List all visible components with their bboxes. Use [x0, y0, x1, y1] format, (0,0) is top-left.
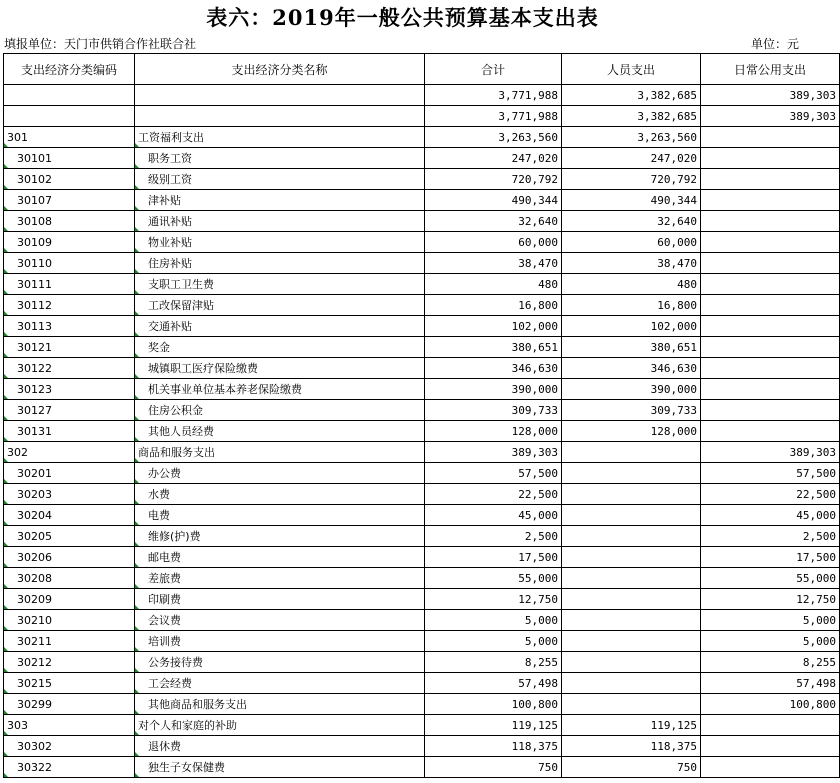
cell-code[interactable]: 30322: [4, 757, 135, 778]
cell-indicator-icon: [4, 689, 8, 693]
cell-public[interactable]: 57,500: [701, 463, 840, 484]
cell-code[interactable]: 30111: [4, 274, 135, 295]
cell-public[interactable]: [701, 421, 840, 442]
cell-public[interactable]: [701, 295, 840, 316]
cell-indicator-icon: [4, 437, 8, 441]
cell-indicator-icon: [4, 353, 8, 357]
cell-code[interactable]: 30110: [4, 253, 135, 274]
cell-code[interactable]: 30203: [4, 484, 135, 505]
cell-indicator-icon: [4, 374, 8, 378]
cell-personnel[interactable]: 128,000: [562, 421, 701, 442]
cell-indicator-icon: [135, 374, 139, 378]
cell-indicator-icon: [4, 206, 8, 210]
cell-indicator-icon: [4, 143, 8, 147]
cell-indicator-icon: [4, 227, 8, 231]
cell-personnel[interactable]: 309,733: [562, 400, 701, 421]
cell-public[interactable]: [701, 253, 840, 274]
cell-code[interactable]: 30206: [4, 547, 135, 568]
cell-indicator-icon: [135, 311, 139, 315]
cell-name[interactable]: 支职工卫生费: [135, 274, 425, 295]
cell-personnel[interactable]: [562, 631, 701, 652]
cell-name[interactable]: 独生子女保健费: [135, 757, 425, 778]
cell-total[interactable]: 346,630: [425, 358, 562, 379]
cell-public[interactable]: 389,303: [701, 106, 840, 127]
table-row: [4, 652, 840, 673]
cell-indicator-icon: [135, 773, 139, 777]
cell-public[interactable]: [701, 400, 840, 421]
currency-unit-label: 单位：元: [750, 37, 799, 51]
cell-total[interactable]: 38,470: [425, 253, 562, 274]
cell-personnel[interactable]: [562, 505, 701, 526]
cell-public[interactable]: [701, 190, 840, 211]
cell-name[interactable]: 水费: [135, 484, 425, 505]
cell-indicator-icon: [135, 227, 139, 231]
cell-public[interactable]: [701, 337, 840, 358]
table-row: [4, 484, 840, 505]
cell-code[interactable]: 30102: [4, 169, 135, 190]
cell-public[interactable]: 389,303: [701, 442, 840, 463]
table-row: [4, 127, 840, 148]
cell-public[interactable]: [701, 169, 840, 190]
cell-personnel[interactable]: [562, 484, 701, 505]
cell-personnel[interactable]: 32,640: [562, 211, 701, 232]
page-title: 表六：2019年一般公共预算基本支出表: [206, 5, 599, 30]
header-name: 支出经济分类名称: [135, 54, 425, 85]
cell-indicator-icon: [4, 395, 8, 399]
cell-indicator-icon: [4, 458, 8, 462]
cell-indicator-icon: [4, 563, 8, 567]
cell-code[interactable]: 30201: [4, 463, 135, 484]
cell-total[interactable]: 45,000: [425, 505, 562, 526]
cell-indicator-icon: [135, 521, 139, 525]
cell-personnel[interactable]: [562, 610, 701, 631]
table-row: [4, 694, 840, 715]
cell-public[interactable]: [701, 316, 840, 337]
cell-public[interactable]: 12,750: [701, 589, 840, 610]
cell-indicator-icon: [135, 689, 139, 693]
cell-indicator-icon: [4, 584, 8, 588]
cell-personnel[interactable]: [562, 652, 701, 673]
table-row: [4, 463, 840, 484]
cell-code[interactable]: 30101: [4, 148, 135, 169]
cell-personnel[interactable]: 490,344: [562, 190, 701, 211]
cell-total[interactable]: 128,000: [425, 421, 562, 442]
cell-indicator-icon: [135, 248, 139, 252]
cell-code[interactable]: 30212: [4, 652, 135, 673]
cell-indicator-icon: [4, 290, 8, 294]
table-row: [4, 148, 840, 169]
cell-personnel[interactable]: [562, 589, 701, 610]
cell-name[interactable]: 工改保留津贴: [135, 295, 425, 316]
table-row: [4, 379, 840, 400]
cell-name[interactable]: 其他人员经费: [135, 421, 425, 442]
cell-personnel[interactable]: [562, 673, 701, 694]
table-row: [4, 610, 840, 631]
cell-public[interactable]: [701, 274, 840, 295]
cell-code[interactable]: 30108: [4, 211, 135, 232]
cell-total[interactable]: 32,640: [425, 211, 562, 232]
cell-public[interactable]: 5,000: [701, 631, 840, 652]
cell-personnel[interactable]: 3,382,685: [562, 85, 701, 106]
cell-personnel[interactable]: [562, 526, 701, 547]
cell-name[interactable]: 交通补贴: [135, 316, 425, 337]
cell-total[interactable]: 247,020: [425, 148, 562, 169]
table-row: [4, 526, 840, 547]
cell-indicator-icon: [135, 206, 139, 210]
table-row: [4, 631, 840, 652]
cell-personnel[interactable]: 346,630: [562, 358, 701, 379]
cell-public[interactable]: [701, 715, 840, 736]
cell-total[interactable]: 720,792: [425, 169, 562, 190]
cell-name[interactable]: 物业补贴: [135, 232, 425, 253]
cell-name[interactable]: 其他商品和服务支出: [135, 694, 425, 715]
cell-name[interactable]: 印刷费: [135, 589, 425, 610]
cell-total[interactable]: 490,344: [425, 190, 562, 211]
cell-indicator-icon: [4, 542, 8, 546]
cell-total[interactable]: 57,498: [425, 673, 562, 694]
cell-indicator-icon: [135, 185, 139, 189]
cell-total[interactable]: 102,000: [425, 316, 562, 337]
table-row: [4, 547, 840, 568]
cell-total[interactable]: 3,263,560: [425, 127, 562, 148]
cell-total[interactable]: 5,000: [425, 610, 562, 631]
cell-code[interactable]: 301: [4, 127, 135, 148]
cell-personnel[interactable]: 102,000: [562, 316, 701, 337]
cell-indicator-icon: [4, 605, 8, 609]
cell-indicator-icon: [135, 626, 139, 630]
cell-total[interactable]: 2,500: [425, 526, 562, 547]
cell-personnel[interactable]: [562, 547, 701, 568]
header-personnel: 人员支出: [562, 54, 701, 85]
cell-public[interactable]: [701, 211, 840, 232]
cell-code[interactable]: 30121: [4, 337, 135, 358]
cell-personnel[interactable]: 38,470: [562, 253, 701, 274]
cell-personnel[interactable]: 247,020: [562, 148, 701, 169]
table-row: [4, 253, 840, 274]
cell-code[interactable]: 30127: [4, 400, 135, 421]
cell-total[interactable]: 389,303: [425, 442, 562, 463]
cell-indicator-icon: [4, 269, 8, 273]
cell-indicator-icon: [135, 164, 139, 168]
table-row: [4, 274, 840, 295]
table-row: [4, 715, 840, 736]
cell-name[interactable]: 会议费: [135, 610, 425, 631]
cell-public[interactable]: [701, 736, 840, 757]
cell-indicator-icon: [135, 479, 139, 483]
cell-total[interactable]: 3,771,988: [425, 85, 562, 106]
cell-code[interactable]: 30215: [4, 673, 135, 694]
cell-code[interactable]: 30123: [4, 379, 135, 400]
cell-personnel[interactable]: 750: [562, 757, 701, 778]
cell-public[interactable]: [701, 127, 840, 148]
cell-indicator-icon: [135, 605, 139, 609]
cell-personnel[interactable]: 720,792: [562, 169, 701, 190]
cell-indicator-icon: [135, 269, 139, 273]
cell-indicator-icon: [135, 731, 139, 735]
table-row: [4, 106, 840, 127]
cell-indicator-icon: [135, 353, 139, 357]
cell-public[interactable]: 2,500: [701, 526, 840, 547]
cell-code[interactable]: 30113: [4, 316, 135, 337]
cell-name[interactable]: 电费: [135, 505, 425, 526]
cell-code[interactable]: 30209: [4, 589, 135, 610]
cell-public[interactable]: 57,498: [701, 673, 840, 694]
cell-total[interactable]: 3,771,988: [425, 106, 562, 127]
cell-code[interactable]: 30302: [4, 736, 135, 757]
cell-total[interactable]: 55,000: [425, 568, 562, 589]
table-row: [4, 295, 840, 316]
cell-indicator-icon: [4, 185, 8, 189]
cell-total[interactable]: 17,500: [425, 547, 562, 568]
cell-name[interactable]: [135, 85, 425, 106]
table-row: [4, 232, 840, 253]
cell-personnel[interactable]: 118,375: [562, 736, 701, 757]
cell-name[interactable]: 对个人和家庭的补助: [135, 715, 425, 736]
cell-indicator-icon: [135, 143, 139, 147]
cell-total[interactable]: 119,125: [425, 715, 562, 736]
table-row: [4, 736, 840, 757]
header-code: 支出经济分类编码: [4, 54, 135, 85]
cell-public[interactable]: 45,000: [701, 505, 840, 526]
cell-public[interactable]: [701, 757, 840, 778]
cell-code[interactable]: 30208: [4, 568, 135, 589]
cell-name[interactable]: [135, 106, 425, 127]
cell-personnel[interactable]: 60,000: [562, 232, 701, 253]
table-header-row: [4, 54, 840, 85]
cell-personnel[interactable]: 3,382,685: [562, 106, 701, 127]
cell-indicator-icon: [4, 164, 8, 168]
cell-public[interactable]: [701, 148, 840, 169]
cell-personnel[interactable]: [562, 463, 701, 484]
cell-indicator-icon: [4, 416, 8, 420]
cell-personnel[interactable]: 119,125: [562, 715, 701, 736]
cell-indicator-icon: [135, 668, 139, 672]
cell-code[interactable]: 30131: [4, 421, 135, 442]
cell-name[interactable]: 工会经费: [135, 673, 425, 694]
cell-indicator-icon: [4, 332, 8, 336]
cell-public[interactable]: 5,000: [701, 610, 840, 631]
cell-total[interactable]: 22,500: [425, 484, 562, 505]
cell-name[interactable]: 维修(护)费: [135, 526, 425, 547]
table-row: [4, 505, 840, 526]
cell-indicator-icon: [135, 500, 139, 504]
cell-indicator-icon: [4, 773, 8, 777]
cell-name[interactable]: 商品和服务支出: [135, 442, 425, 463]
cell-total[interactable]: 100,800: [425, 694, 562, 715]
cell-name[interactable]: 津补贴: [135, 190, 425, 211]
table-row: [4, 757, 840, 778]
cell-total[interactable]: 12,750: [425, 589, 562, 610]
cell-code[interactable]: 30107: [4, 190, 135, 211]
cell-total[interactable]: 16,800: [425, 295, 562, 316]
cell-total[interactable]: 390,000: [425, 379, 562, 400]
cell-indicator-icon: [135, 290, 139, 294]
table-row: [4, 673, 840, 694]
header-public: 日常公用支出: [701, 54, 840, 85]
cell-indicator-icon: [135, 437, 139, 441]
cell-code[interactable]: 30299: [4, 694, 135, 715]
table-row: [4, 211, 840, 232]
cell-public[interactable]: 389,303: [701, 85, 840, 106]
table-body: [4, 85, 840, 778]
cell-personnel[interactable]: 3,263,560: [562, 127, 701, 148]
table-row: [4, 190, 840, 211]
cell-code[interactable]: 30112: [4, 295, 135, 316]
cell-indicator-icon: [135, 584, 139, 588]
cell-code[interactable]: 30205: [4, 526, 135, 547]
cell-indicator-icon: [4, 626, 8, 630]
cell-total[interactable]: 57,500: [425, 463, 562, 484]
cell-personnel[interactable]: 390,000: [562, 379, 701, 400]
cell-indicator-icon: [135, 395, 139, 399]
cell-indicator-icon: [4, 479, 8, 483]
cell-code[interactable]: [4, 85, 135, 106]
cell-indicator-icon: [4, 248, 8, 252]
cell-name[interactable]: 机关事业单位基本养老保险缴费: [135, 379, 425, 400]
cell-indicator-icon: [135, 332, 139, 336]
cell-public[interactable]: [701, 358, 840, 379]
cell-name[interactable]: 城镇职工医疗保险缴费: [135, 358, 425, 379]
table-row: [4, 337, 840, 358]
cell-name[interactable]: 工资福利支出: [135, 127, 425, 148]
table-row: [4, 589, 840, 610]
reporting-unit-label: 填报单位：天门市供销合作社联合社: [4, 37, 197, 51]
cell-total[interactable]: 60,000: [425, 232, 562, 253]
cell-indicator-icon: [4, 752, 8, 756]
cell-name[interactable]: 职务工资: [135, 148, 425, 169]
table-row: [4, 316, 840, 337]
cell-indicator-icon: [135, 647, 139, 651]
cell-name[interactable]: 差旅费: [135, 568, 425, 589]
cell-public[interactable]: [701, 379, 840, 400]
cell-personnel[interactable]: 380,651: [562, 337, 701, 358]
cell-code[interactable]: 303: [4, 715, 135, 736]
cell-name[interactable]: 培训费: [135, 631, 425, 652]
table-row: [4, 568, 840, 589]
cell-public[interactable]: 17,500: [701, 547, 840, 568]
cell-personnel[interactable]: [562, 568, 701, 589]
cell-public[interactable]: 22,500: [701, 484, 840, 505]
cell-total[interactable]: 309,733: [425, 400, 562, 421]
cell-name[interactable]: 通讯补贴: [135, 211, 425, 232]
cell-name[interactable]: 级别工资: [135, 169, 425, 190]
cell-public[interactable]: 8,255: [701, 652, 840, 673]
cell-name[interactable]: 公务接待费: [135, 652, 425, 673]
cell-indicator-icon: [4, 710, 8, 714]
cell-public[interactable]: 55,000: [701, 568, 840, 589]
cell-indicator-icon: [4, 731, 8, 735]
cell-public[interactable]: 100,800: [701, 694, 840, 715]
header-total: 合计: [425, 54, 562, 85]
cell-name[interactable]: 住房公积金: [135, 400, 425, 421]
cell-code[interactable]: 30109: [4, 232, 135, 253]
table-row: [4, 442, 840, 463]
cell-indicator-icon: [4, 668, 8, 672]
table-row: [4, 421, 840, 442]
expenditure-table: [3, 53, 840, 778]
cell-public[interactable]: [701, 232, 840, 253]
cell-total[interactable]: 480: [425, 274, 562, 295]
cell-personnel[interactable]: 16,800: [562, 295, 701, 316]
cell-indicator-icon: [4, 521, 8, 525]
cell-code[interactable]: 302: [4, 442, 135, 463]
cell-indicator-icon: [135, 710, 139, 714]
cell-indicator-icon: [135, 458, 139, 462]
cell-total[interactable]: 5,000: [425, 631, 562, 652]
cell-total[interactable]: 8,255: [425, 652, 562, 673]
table-row: [4, 358, 840, 379]
cell-indicator-icon: [4, 311, 8, 315]
cell-personnel[interactable]: [562, 442, 701, 463]
cell-indicator-icon: [4, 500, 8, 504]
cell-total[interactable]: 750: [425, 757, 562, 778]
cell-code[interactable]: 30210: [4, 610, 135, 631]
cell-indicator-icon: [135, 542, 139, 546]
cell-code[interactable]: 30211: [4, 631, 135, 652]
cell-name[interactable]: 邮电费: [135, 547, 425, 568]
cell-personnel[interactable]: 480: [562, 274, 701, 295]
table-row: [4, 85, 840, 106]
cell-code[interactable]: [4, 106, 135, 127]
cell-indicator-icon: [4, 647, 8, 651]
cell-total[interactable]: 380,651: [425, 337, 562, 358]
cell-name[interactable]: 退休费: [135, 736, 425, 757]
cell-name[interactable]: 奖金: [135, 337, 425, 358]
cell-total[interactable]: 118,375: [425, 736, 562, 757]
cell-indicator-icon: [135, 563, 139, 567]
cell-indicator-icon: [135, 416, 139, 420]
cell-indicator-icon: [135, 752, 139, 756]
cell-code[interactable]: 30204: [4, 505, 135, 526]
cell-name[interactable]: 办公费: [135, 463, 425, 484]
table-row: [4, 400, 840, 421]
cell-personnel[interactable]: [562, 694, 701, 715]
cell-name[interactable]: 住房补贴: [135, 253, 425, 274]
cell-code[interactable]: 30122: [4, 358, 135, 379]
table-row: [4, 169, 840, 190]
